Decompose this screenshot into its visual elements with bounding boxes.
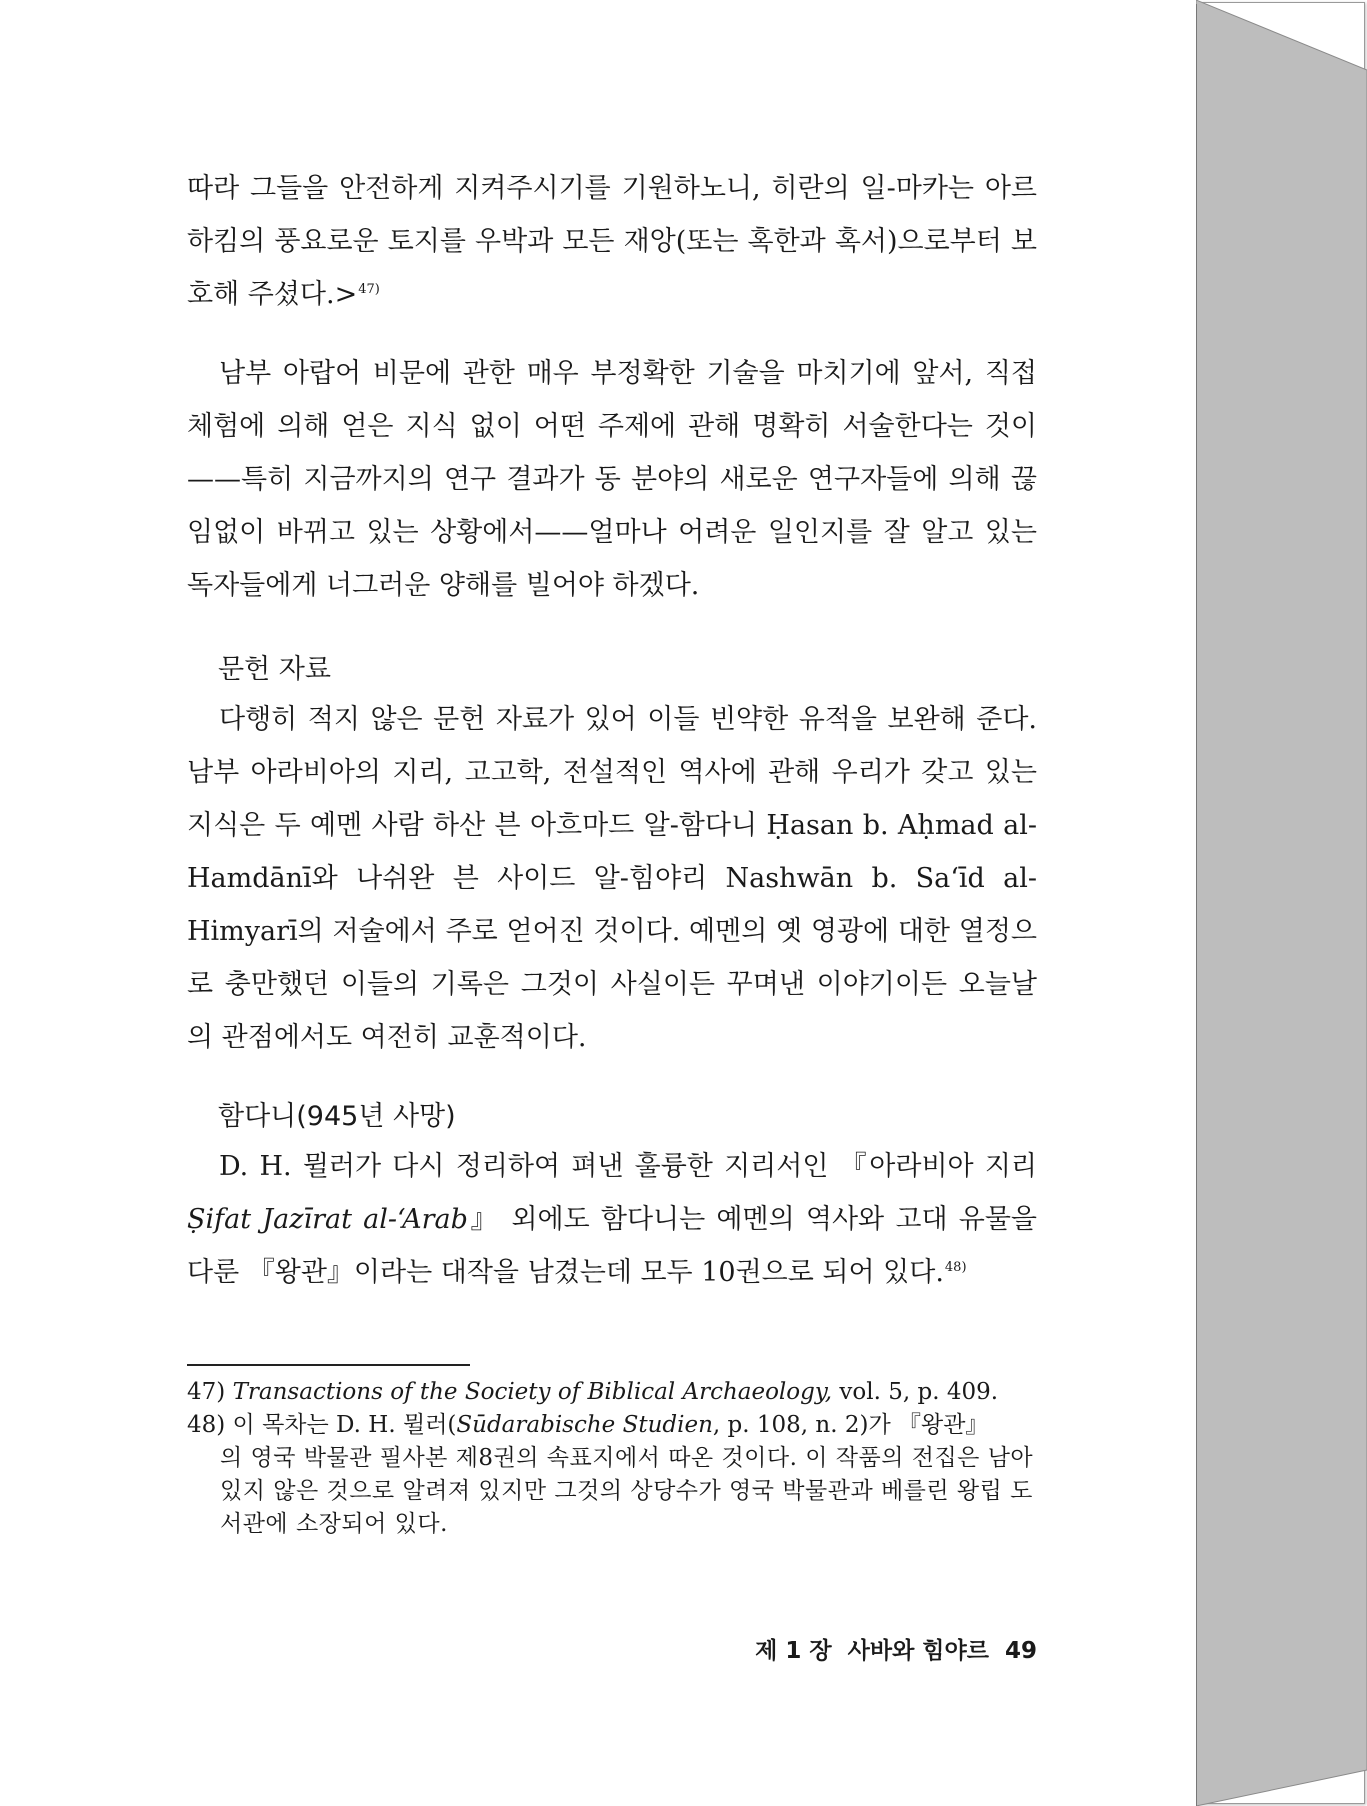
hamdani-paragraph <box>187 1140 1037 1299</box>
hamdani-text-1: D. H. 뮐러가 다시 정리하여 펴낸 훌륭한 지리서인 『아라비아 지리 <box>219 1151 1037 1182</box>
running-footer <box>700 1634 1037 1668</box>
section-heading-sources: 문헌 자료 <box>218 654 331 685</box>
footnote-47-rest: vol. 5, p. 409. <box>832 1379 999 1405</box>
south-arabian-paragraph <box>187 347 1037 612</box>
footnote-47-title: Transactions of the Society of Biblical Archaeology, <box>232 1379 833 1405</box>
south-arabian-text: 남부 아랍어 비문에 관한 매우 부정확한 기술을 마치기에 앞서, 직접 체험에 의해 얻은 지식 없이 어떤 주제에 관해 명확히 서술한다는 것이——특히 지금까지의 연구 결과가 동 분야의 새로운 연구자들에 의해 끊임없이 바뀌고 있는 상황에서——얼마나 어려운 일인지를 잘 알고 있는 독자들에게 너그러운 양해를 빌어야 하겠다. <box>187 358 1037 601</box>
footnote-48-text-2: , p. 108, n. 2)가 『왕관』 <box>712 1412 989 1438</box>
footnote-47 <box>187 1376 1037 1409</box>
footnote-48-text-1: 이 목차는 D. H. 뮐러( <box>225 1412 457 1438</box>
footnote-ref-47: 47) <box>358 282 380 297</box>
footnote-47-number: 47) <box>187 1379 226 1405</box>
footnote-48-title: Sūdarabische Studien <box>456 1412 713 1438</box>
footnote-48-number: 48) <box>187 1412 226 1438</box>
footnote-divider <box>187 1364 470 1366</box>
sources-paragraph <box>187 693 1037 1064</box>
quote-text: 따라 그들을 안전하게 지켜주시기를 기원하노니, 히란의 일-마카는 아르하킴의 풍요로운 토지를 우박과 모든 재앙(또는 혹한과 혹서)으로부터 보호해 주셨다.> <box>187 173 1037 310</box>
hamdani-text-2: 』 외에도 함다니는 예멘의 역사와 고대 유물을 다룬 『왕관』이라는 대작을 남겼는데 모두 10권으로 되어 있다. <box>187 1204 1037 1288</box>
footnote-48-continuation: 의 영국 박물관 필사본 제8권의 속표지에서 따온 것이다. 이 작품의 전집은 남아 있지 않은 것으로 알려져 있지만 그것의 상당수가 영국 박물관과 베를린 왕립 도서관에 소장되어 있다. <box>220 1445 1034 1537</box>
sources-text: 다행히 적지 않은 문헌 자료가 있어 이들 빈약한 유적을 보완해 준다. 남부 아라비아의 지리, 고고학, 전설적인 역사에 관해 우리가 갖고 있는 지식은 두 예멘 사람 하산 븐 아흐마드 알-함다니 Ḥasan b. Aḥmad al-Hamdānī와 나쉬완 븐 사이드 알-힘야리 Nashwān b. Sa‘īd al-Himyarī의 저술에서 주로 얻어진 것이다. 예멘의 옛 영광에 대한 열정으로 충만했던 이들의 기록은 그것이 사실이든 꾸며낸 이야기이든 오늘날의 관점에서도 여전히 교훈적이다. <box>187 704 1037 1053</box>
quote-paragraph <box>187 162 1037 321</box>
section-heading-hamdani: 함다니(945년 사망) <box>218 1101 456 1132</box>
book-edge-shading <box>1196 0 1367 1806</box>
footnote-ref-48: 48) <box>944 1260 967 1275</box>
page-number: 49 <box>1004 1638 1037 1664</box>
footnotes <box>187 1376 1037 1541</box>
hamdani-book-title: Ṣifat Jazīrat al-‘Arab <box>187 1204 468 1235</box>
footnote-48 <box>187 1409 1037 1442</box>
chapter-title: 제 1 장 사바와 힘야르 <box>755 1638 989 1664</box>
